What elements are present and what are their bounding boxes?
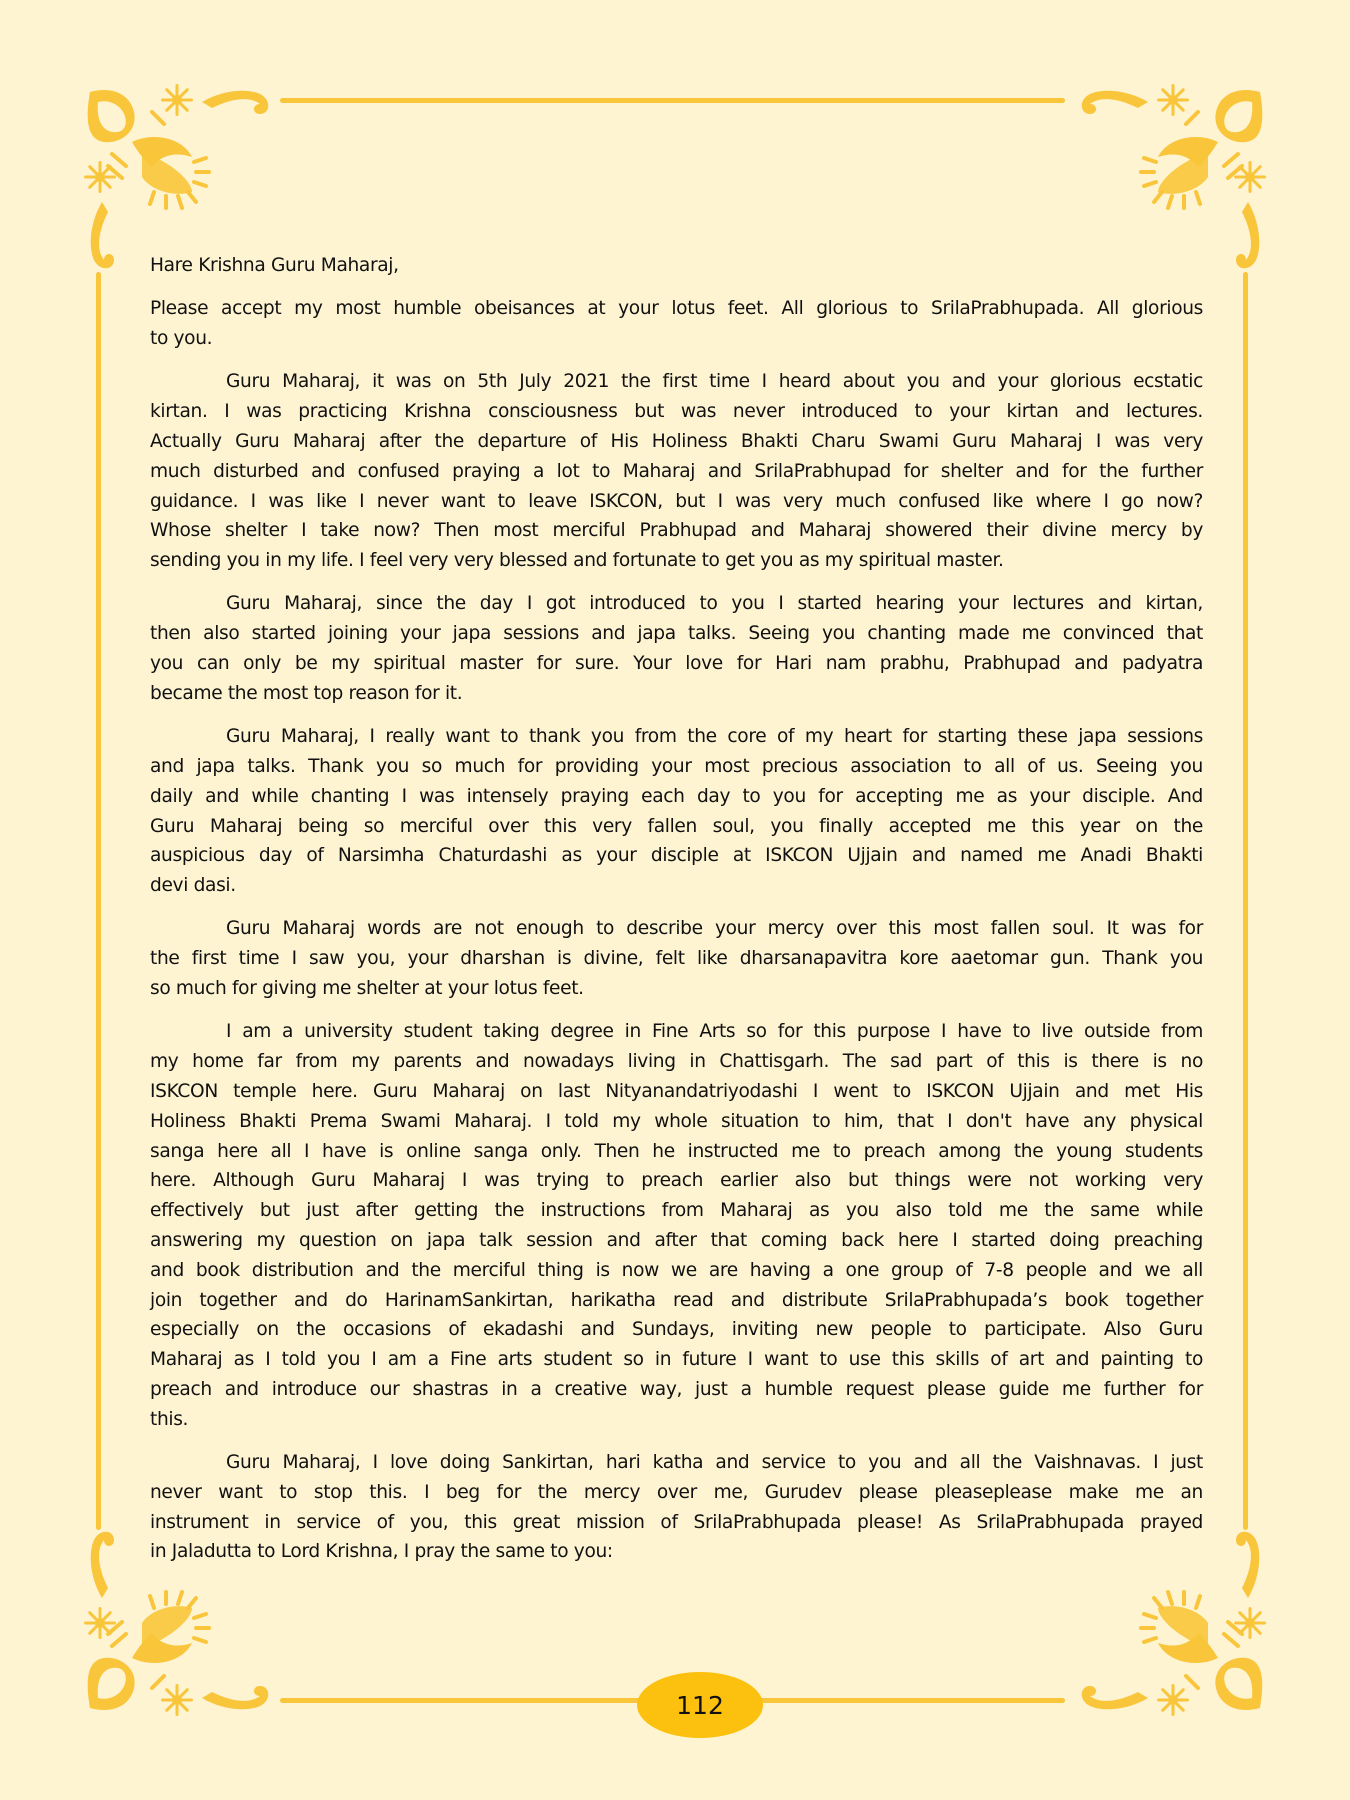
paragraph-line: Please accept my most humble obeisances at your lotus feet. All glorious to SrilaPrabhupada. All glorious <box>150 298 1203 320</box>
paragraph <box>150 294 1203 354</box>
letter-body <box>150 251 1203 1581</box>
frame-left-line <box>96 272 101 1530</box>
paragraph <box>150 589 1203 708</box>
paragraph-line: the first time I saw you, your dharshan is divine, felt like dharsanapavitra kore aaetomar gun. Thank you <box>150 948 1203 970</box>
paragraph <box>150 1017 1203 1434</box>
paragraph-line: Guru Maharaj, it was on 5th July 2021 the first time I heard about you and your glorious ecstatic <box>226 371 1203 393</box>
paragraph-line: here. Although Guru Maharaj I was trying to preach earlier also but things were not working very <box>150 1170 1203 1192</box>
paragraph-line: Whose shelter I take now? Then most merciful Prabhupad and Maharaj showered their divine mercy by <box>150 520 1203 542</box>
paragraph <box>150 722 1203 901</box>
paragraph-line: this. <box>150 1408 189 1430</box>
paragraph-line: Guru Maharaj words are not enough to describe your mercy over this most fallen soul. It was for <box>226 918 1203 940</box>
paragraph-line: effectively but just after getting the instructions from Maharaj as you also told me the same while <box>150 1200 1203 1222</box>
paragraph-line: Actually Guru Maharaj after the departure of His Holiness Bhakti Charu Swami Guru Maharaj I was very <box>150 430 1203 452</box>
paragraph-line: especially on the occasions of ekadashi and Sundays, inviting new people to participate. Also Guru <box>150 1319 1203 1341</box>
page-number: 112 <box>676 1690 724 1720</box>
frame-top-line <box>280 98 1065 103</box>
paragraph-line: auspicious day of Narsimha Chaturdashi as your disciple at ISKCON Ujjain and named me Anadi Bhakti <box>150 845 1203 867</box>
paragraph-line: much disturbed and confused praying a lot to Maharaj and SrilaPrabhupad for shelter and for the further <box>150 460 1203 482</box>
paragraph-line: in Jaladutta to Lord Krishna, I pray the same to you: <box>150 1541 613 1563</box>
paragraph-line: became the most top reason for it. <box>150 682 463 704</box>
letter-paragraphs <box>150 294 1203 1567</box>
paragraph <box>150 367 1203 576</box>
paragraph-line: Maharaj as I told you I am a Fine arts student so in future I want to use this skills of art and painting to <box>150 1349 1203 1371</box>
paragraph-line: kirtan. I was practicing Krishna consciousness but was never introduced to your kirtan and lectures. <box>150 401 1203 423</box>
paragraph-line: to you. <box>150 328 213 350</box>
paragraph-line: my home far from my parents and nowadays living in Chattisgarh. The sad part of this is there is no <box>150 1051 1203 1073</box>
paragraph-line: and japa talks. Thank you so much for providing your most precious association to all of us. Seeing you <box>150 755 1203 777</box>
paragraph-line: Holiness Bhakti Prema Swami Maharaj. I told my whole situation to him, that I don't have any physical <box>150 1110 1203 1132</box>
paragraph-line: never want to stop this. I beg for the mercy over me, Gurudev please pleaseplease make me an <box>150 1481 1203 1503</box>
paragraph-line: preach and introduce our shastras in a creative way, just a humble request please guide me further for <box>150 1378 1203 1400</box>
page-number-badge <box>637 1672 763 1738</box>
paragraph-line: join together and do HarinamSankirtan, harikatha read and distribute SrilaPrabhupada’s book together <box>150 1289 1203 1311</box>
paragraph-line: Guru Maharaj, I love doing Sankirtan, hari katha and service to you and all the Vaishnavas. I just <box>226 1451 1203 1473</box>
paragraph-line: you can only be my spiritual master for sure. Your love for Hari nam prabhu, Prabhupad and padyatra <box>150 653 1203 675</box>
paragraph-line: sanga here all I have is online sanga only. Then he instructed me to preach among the young students <box>150 1140 1203 1162</box>
paragraph-line: guidance. I was like I never want to leave ISKCON, but I was very much confused like where I go now? <box>150 490 1203 512</box>
paragraph-line: so much for giving me shelter at your lotus feet. <box>150 978 584 1000</box>
paragraph-line: Guru Maharaj being so merciful over this very fallen soul, you finally accepted me this year on the <box>150 815 1203 837</box>
paragraph <box>150 914 1203 1003</box>
paragraph-line: and book distribution and the merciful thing is now we are having a one group of 7-8 people and we all <box>150 1259 1203 1281</box>
paragraph-line: Guru Maharaj, since the day I got introduced to you I started hearing your lectures and kirtan, <box>226 593 1203 615</box>
paragraph-line: answering my question on japa talk session and after that coming back here I started doing preaching <box>150 1229 1203 1251</box>
paragraph-line: I am a university student taking degree in Fine Arts so for this purpose I have to live outside from <box>226 1021 1203 1043</box>
salutation-text: Hare Krishna Guru Maharaj, <box>150 255 399 276</box>
paragraph-line: sending you in my life. I feel very very blessed and fortunate to get you as my spiritual master. <box>150 550 1004 572</box>
frame-right-line <box>1243 272 1248 1530</box>
paragraph <box>150 1448 1203 1567</box>
paragraph-line: then also started joining your japa sessions and japa talks. Seeing you chanting made me convinced that <box>150 623 1203 645</box>
paragraph-line: ISKCON temple here. Guru Maharaj on last Nityanandatriyodashi I went to ISKCON Ujjain and met His <box>150 1080 1203 1102</box>
paragraph-line: instrument in service of you, this great mission of SrilaPrabhupada please! As SrilaPrabhupada prayed <box>150 1511 1203 1533</box>
paragraph-line: daily and while chanting I was intensely praying each day to you for accepting me as your disciple. And <box>150 785 1203 807</box>
paragraph-line: devi dasi. <box>150 875 236 897</box>
salutation <box>150 251 1203 281</box>
paragraph-line: Guru Maharaj, I really want to thank you from the core of my heart for starting these japa sessions <box>226 726 1203 748</box>
